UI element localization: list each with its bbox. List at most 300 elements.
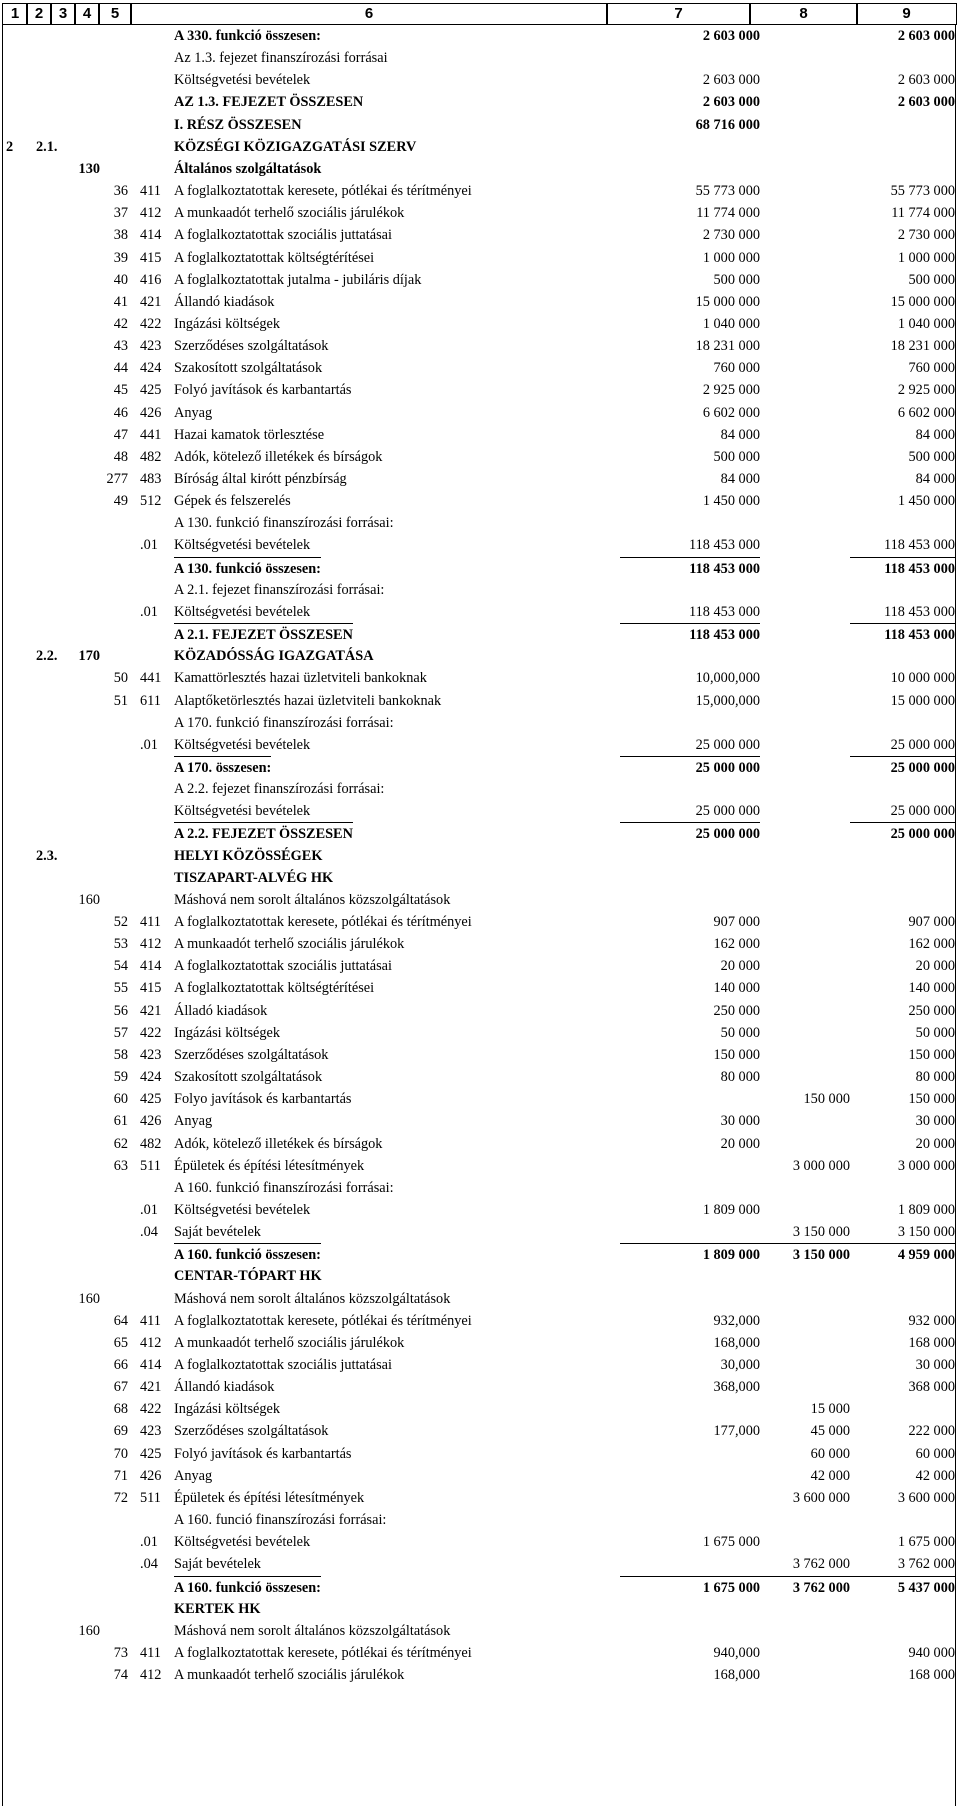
table-row xyxy=(0,47,960,69)
cell-col-9: 2 603 000 xyxy=(897,28,955,44)
cell-col-9: 168 000 xyxy=(908,1667,955,1684)
cell-col-9: 500 000 xyxy=(908,448,955,465)
cell-col-7: 500 000 xyxy=(713,271,760,288)
cell-col-7: 25 000 000 xyxy=(620,822,760,845)
cell-col-3: 130 xyxy=(78,160,100,177)
cell-col-9: 25 000 000 xyxy=(850,756,955,779)
cell-col-6: Anyag xyxy=(174,1113,213,1130)
cell-col-5: 441 xyxy=(140,670,162,687)
cell-col-7: 1 809 000 xyxy=(702,1201,760,1218)
cell-col-4: 68 xyxy=(113,1401,128,1418)
cell-col-7: 118 453 000 xyxy=(689,537,760,554)
table-row xyxy=(0,1664,960,1686)
table-row xyxy=(0,1642,960,1664)
cell-col-6: A 160. funkció összesen: xyxy=(174,1243,321,1266)
cell-col-9: 50 000 xyxy=(915,1024,955,1041)
cell-col-6: Épületek és építési létesítmények xyxy=(174,1157,365,1174)
cell-col-4: 65 xyxy=(113,1334,128,1351)
table-row xyxy=(0,1088,960,1110)
cell-col-6: Szakosított szolgáltatások xyxy=(174,1069,323,1086)
cell-col-9: 2 603 000 xyxy=(897,72,955,89)
cell-col-8: 150 000 xyxy=(803,1091,850,1108)
table-row xyxy=(0,114,960,136)
cell-col-6: A foglalkoztatottak szociális juttatásai xyxy=(174,958,392,975)
cell-col-6: Anyag xyxy=(174,1467,213,1484)
cell-col-7: 84 000 xyxy=(720,426,760,443)
cell-col-7: 84 000 xyxy=(720,471,760,487)
cell-col-5: 483 xyxy=(140,471,162,487)
cell-col-6: A munkaadót terhelő szociális járulékok xyxy=(174,936,405,953)
cell-col-9: 368 000 xyxy=(908,1379,955,1396)
cell-col-7: 1 450 000 xyxy=(702,493,760,510)
table-row xyxy=(0,1465,960,1487)
cell-col-6: Anyag xyxy=(174,404,213,421)
cell-col-6: A 2.2. fejezet finanszírozási forrásai: xyxy=(174,781,385,798)
cell-col-9: 2 925 000 xyxy=(897,382,955,399)
cell-col-9: 25 000 000 xyxy=(890,803,955,820)
header-col-2: 2 xyxy=(26,3,52,25)
table-row xyxy=(0,269,960,291)
cell-col-1: 2 xyxy=(6,138,14,155)
cell-col-9: 118 453 000 xyxy=(850,557,955,580)
table-row xyxy=(0,1576,960,1598)
cell-col-6: Szerződéses szolgáltatások xyxy=(174,338,329,355)
cell-col-4: 46 xyxy=(113,404,128,421)
cell-col-5: 414 xyxy=(140,227,162,244)
cell-col-7: 11 774 000 xyxy=(696,205,760,222)
cell-col-6: Folyo javítások és karbantartás xyxy=(174,1091,352,1108)
cell-col-9: 3 000 000 xyxy=(897,1157,955,1174)
cell-col-9: 25 000 000 xyxy=(890,736,955,753)
cell-col-6: A foglalkoztatottak szociális juttatásai xyxy=(174,227,392,244)
table-row xyxy=(0,911,960,933)
table-row xyxy=(0,822,960,844)
cell-col-6: Költségvetési bevételek xyxy=(174,537,311,554)
cell-col-5: 426 xyxy=(140,404,162,421)
cell-col-6: Állandó kiadások xyxy=(174,293,275,310)
table-row xyxy=(0,136,960,158)
cell-col-7: 10,000,000 xyxy=(695,670,760,687)
cell-col-6: A 170. összesen: xyxy=(174,756,271,779)
cell-col-2: 2.3. xyxy=(36,847,58,864)
cell-col-6: Gépek és felszerelés xyxy=(174,493,291,510)
table-row xyxy=(0,1443,960,1465)
cell-col-4: 38 xyxy=(113,227,128,244)
cell-col-4: 44 xyxy=(113,360,128,377)
cell-col-4: 42 xyxy=(113,315,128,332)
cell-col-7: 118 453 000 xyxy=(620,557,760,580)
cell-col-5: 411 xyxy=(140,183,161,200)
table-row xyxy=(0,1553,960,1575)
cell-col-9: 5 437 000 xyxy=(850,1576,955,1599)
cell-col-5: 424 xyxy=(140,360,162,377)
cell-col-7: 30 000 xyxy=(720,1113,760,1130)
cell-col-5: 482 xyxy=(140,448,162,465)
table-row xyxy=(0,1221,960,1243)
cell-col-4: 56 xyxy=(113,1002,128,1019)
table-row xyxy=(0,468,960,490)
cell-col-5: .01 xyxy=(140,736,158,753)
header-col-4: 4 xyxy=(74,3,100,25)
table-row xyxy=(0,202,960,224)
cell-col-7: 25 000 000 xyxy=(620,756,760,779)
table-row xyxy=(0,645,960,667)
table-row xyxy=(0,845,960,867)
cell-col-6: A foglalkoztatottak keresete, pótlékai és térítményei xyxy=(174,183,472,200)
cell-col-6: A 2.1. fejezet finanszírozási forrásai: xyxy=(174,581,385,598)
cell-col-4: 36 xyxy=(113,183,128,200)
header-col-9: 9 xyxy=(856,3,957,25)
cell-col-5: 425 xyxy=(140,382,162,399)
cell-col-5: .04 xyxy=(140,1224,158,1241)
cell-col-7: 30,000 xyxy=(720,1357,760,1373)
cell-col-4: 51 xyxy=(113,692,128,709)
cell-col-4: 50 xyxy=(113,670,128,687)
cell-col-6: Az 1.3. fejezet finanszírozási forrásai xyxy=(174,50,388,67)
header-col-7: 7 xyxy=(606,3,751,25)
cell-col-7: 6 602 000 xyxy=(702,404,760,421)
cell-col-6: Költségvetési bevételek xyxy=(174,1534,311,1551)
cell-col-7: 500 000 xyxy=(713,448,760,465)
cell-col-4: 57 xyxy=(113,1024,128,1041)
cell-col-7: 1 809 000 xyxy=(620,1243,760,1266)
cell-col-3: 160 xyxy=(78,1622,100,1639)
cell-col-5: 424 xyxy=(140,1069,162,1086)
cell-col-6: Költségvetési bevételek xyxy=(174,736,311,753)
cell-col-9: 3 150 000 xyxy=(897,1224,955,1241)
table-row xyxy=(0,734,960,756)
cell-col-9: 118 453 000 xyxy=(884,603,955,620)
table-row xyxy=(0,512,960,534)
table-row xyxy=(0,933,960,955)
cell-col-8: 3 762 000 xyxy=(792,1556,850,1573)
table-row xyxy=(0,1620,960,1642)
cell-col-5: 411 xyxy=(140,914,161,930)
cell-col-4: 55 xyxy=(113,980,128,997)
cell-col-9: 932 000 xyxy=(908,1312,955,1329)
table-row xyxy=(0,534,960,556)
table-row xyxy=(0,424,960,446)
cell-col-5: 415 xyxy=(140,249,162,266)
table-row xyxy=(0,1332,960,1354)
table-row xyxy=(0,712,960,734)
cell-col-9: 162 000 xyxy=(908,936,955,953)
cell-col-6: A foglalkoztatottak költségtérítései xyxy=(174,980,375,997)
cell-col-4: 54 xyxy=(113,958,128,975)
cell-col-4: 63 xyxy=(113,1157,128,1174)
cell-col-9: 4 959 000 xyxy=(850,1243,955,1266)
cell-col-8: 42 000 xyxy=(810,1467,850,1484)
table-row xyxy=(0,247,960,269)
cell-col-3: 160 xyxy=(78,1290,100,1307)
cell-col-8: 15 000 xyxy=(810,1401,850,1418)
table-row xyxy=(0,1420,960,1442)
cell-col-4: 53 xyxy=(113,936,128,953)
table-row xyxy=(0,1066,960,1088)
table-row xyxy=(0,25,960,47)
cell-col-8: 3 150 000 xyxy=(792,1224,850,1241)
cell-col-6: A 2.2. FEJEZET ÖSSZESEN xyxy=(174,822,353,845)
table-row xyxy=(0,224,960,246)
cell-col-9: 30 000 xyxy=(915,1357,955,1373)
cell-col-6: Ingázási költségek xyxy=(174,1024,280,1041)
cell-col-7: 140 000 xyxy=(713,980,760,997)
cell-col-4: 72 xyxy=(113,1489,128,1506)
cell-col-7: 25 000 000 xyxy=(695,736,760,753)
cell-col-7: 1 040 000 xyxy=(702,315,760,332)
cell-col-4: 58 xyxy=(113,1046,128,1063)
cell-col-5: .04 xyxy=(140,1556,158,1573)
cell-col-9: 2 730 000 xyxy=(897,227,955,244)
cell-col-4: 70 xyxy=(113,1445,128,1462)
cell-col-8: 3 600 000 xyxy=(792,1489,850,1506)
cell-col-5: 423 xyxy=(140,338,162,355)
cell-col-9: 20 000 xyxy=(915,1135,955,1152)
cell-col-7: 2 925 000 xyxy=(702,382,760,399)
table-row xyxy=(0,601,960,623)
cell-col-6: Költségvetési bevételek xyxy=(174,803,311,820)
cell-col-8: 3 150 000 xyxy=(760,1243,850,1266)
cell-col-7: 177,000 xyxy=(713,1423,760,1440)
cell-col-7: 2 603 000 xyxy=(702,72,760,89)
cell-col-4: 74 xyxy=(113,1667,128,1684)
table-row xyxy=(0,91,960,113)
cell-col-7: 168,000 xyxy=(713,1334,760,1351)
cell-col-7: 55 773 000 xyxy=(695,183,760,200)
cell-col-4: 59 xyxy=(113,1069,128,1086)
cell-col-4: 43 xyxy=(113,338,128,355)
cell-col-4: 69 xyxy=(113,1423,128,1440)
table-row xyxy=(0,557,960,579)
cell-col-9: 222 000 xyxy=(908,1423,955,1440)
cell-col-9: 3 762 000 xyxy=(897,1556,955,1573)
cell-col-4: 64 xyxy=(113,1312,128,1329)
header-col-3: 3 xyxy=(50,3,76,25)
table-row xyxy=(0,1288,960,1310)
cell-col-2: 2.1. xyxy=(36,138,58,155)
cell-col-6: Folyó javítások és karbantartás xyxy=(174,382,352,399)
table-row xyxy=(0,1598,960,1620)
cell-col-4: 41 xyxy=(113,293,128,310)
cell-col-6: KÖZADÓSSÁG IGAZGATÁSA xyxy=(174,648,374,665)
table-row xyxy=(0,1044,960,1066)
cell-col-9: 11 774 000 xyxy=(891,205,955,222)
cell-col-6: Hazai kamatok törlesztése xyxy=(174,426,325,443)
cell-col-9: 118 453 000 xyxy=(850,623,955,646)
header-col-6: 6 xyxy=(130,3,608,25)
cell-col-6: AZ 1.3. FEJEZET ÖSSZESEN xyxy=(174,94,364,111)
cell-col-4: 48 xyxy=(113,448,128,465)
cell-col-6: A 130. funkció finanszírozási forrásai: xyxy=(174,515,394,532)
cell-col-4: 39 xyxy=(113,249,128,266)
table-row xyxy=(0,756,960,778)
table-row xyxy=(0,1354,960,1376)
cell-col-5: .01 xyxy=(140,603,158,620)
cell-col-5: 425 xyxy=(140,1091,162,1108)
cell-col-6: Folyó javítások és karbantartás xyxy=(174,1445,352,1462)
table-row xyxy=(0,357,960,379)
cell-col-7: 15 000 000 xyxy=(695,293,760,310)
cell-col-5: 414 xyxy=(140,958,162,975)
table-row xyxy=(0,446,960,468)
cell-col-5: 422 xyxy=(140,1024,162,1041)
table-row xyxy=(0,867,960,889)
cell-col-9: 60 000 xyxy=(915,1445,955,1462)
cell-col-9: 1 450 000 xyxy=(897,493,955,510)
cell-col-6: A 170. funkció finanszírozási forrásai: xyxy=(174,714,394,731)
cell-col-9: 150 000 xyxy=(908,1091,955,1108)
cell-col-5: 512 xyxy=(140,493,162,510)
cell-col-4: 49 xyxy=(113,493,128,510)
cell-col-7: 118 453 000 xyxy=(620,623,760,646)
cell-col-6: Máshová nem sorolt általános közszolgáltatások xyxy=(174,1622,451,1639)
cell-col-6: A foglalkoztatottak keresete, pótlékai és térítményei xyxy=(174,914,472,930)
cell-col-6: A foglalkoztatottak keresete, pótlékai és térítményei xyxy=(174,1312,472,1329)
table-row xyxy=(0,1155,960,1177)
cell-col-7: 25 000 000 xyxy=(695,803,760,820)
cell-col-6: A munkaadót terhelő szociális járulékok xyxy=(174,1334,405,1351)
table-row xyxy=(0,623,960,645)
cell-col-5: 412 xyxy=(140,1334,162,1351)
cell-col-7: 50 000 xyxy=(720,1024,760,1041)
cell-col-9: 140 000 xyxy=(908,980,955,997)
cell-col-4: 37 xyxy=(113,205,128,222)
cell-col-8: 3 762 000 xyxy=(760,1576,850,1599)
cell-col-5: 426 xyxy=(140,1113,162,1130)
table-row xyxy=(0,955,960,977)
table-row xyxy=(0,1000,960,1022)
cell-col-5: 511 xyxy=(140,1157,161,1174)
cell-col-7: 1 675 000 xyxy=(702,1534,760,1551)
cell-col-6: KERTEK HK xyxy=(174,1600,261,1617)
cell-col-9: 84 000 xyxy=(915,426,955,443)
cell-col-5: 422 xyxy=(140,315,162,332)
cell-col-9: 2 603 000 xyxy=(897,94,955,111)
cell-col-6: A 160. funkció összesen: xyxy=(174,1576,321,1599)
cell-col-9: 1 809 000 xyxy=(897,1201,955,1218)
table-row xyxy=(0,1110,960,1132)
cell-col-9: 25 000 000 xyxy=(850,822,955,845)
cell-col-4: 61 xyxy=(113,1113,128,1130)
table-row xyxy=(0,1177,960,1199)
cell-col-7: 80 000 xyxy=(720,1069,760,1086)
cell-col-9: 55 773 000 xyxy=(890,183,955,200)
cell-col-7: 368,000 xyxy=(713,1379,760,1396)
cell-col-7: 15,000,000 xyxy=(695,692,760,709)
table-row xyxy=(0,158,960,180)
header-col-1: 1 xyxy=(2,3,28,25)
cell-col-6: Költségvetési bevételek xyxy=(174,1201,311,1218)
cell-col-9: 84 000 xyxy=(915,471,955,487)
cell-col-4: 47 xyxy=(113,426,128,443)
cell-col-3: 170 xyxy=(78,648,100,665)
table-row xyxy=(0,291,960,313)
cell-col-4: 52 xyxy=(113,914,128,930)
cell-col-6: Állandó kiadások xyxy=(174,1379,275,1396)
table-row xyxy=(0,1531,960,1553)
cell-col-5: 412 xyxy=(140,1667,162,1684)
cell-col-9: 15 000 000 xyxy=(890,293,955,310)
table-row xyxy=(0,313,960,335)
header-col-8: 8 xyxy=(749,3,858,25)
table-row xyxy=(0,889,960,911)
cell-col-4: 45 xyxy=(113,382,128,399)
cell-col-4: 73 xyxy=(113,1644,128,1661)
cell-col-5: 412 xyxy=(140,936,162,953)
cell-col-9: 1 040 000 xyxy=(897,315,955,332)
cell-col-6: A 160. funkció finanszírozási forrásai: xyxy=(174,1179,394,1196)
cell-col-5: 414 xyxy=(140,1357,162,1373)
table-row xyxy=(0,180,960,202)
cell-col-6: A foglalkoztatottak keresete, pótlékai és térítményei xyxy=(174,1644,472,1661)
cell-col-6: TISZAPART-ALVÉG HK xyxy=(174,869,334,886)
cell-col-5: 416 xyxy=(140,271,162,288)
cell-col-9: 760 000 xyxy=(908,360,955,377)
cell-col-5: 411 xyxy=(140,1644,161,1661)
cell-col-6: I. RÉSZ ÖSSZESEN xyxy=(174,116,302,133)
cell-col-6: A munkaadót terhelő szociális járulékok xyxy=(174,1667,405,1684)
table-row xyxy=(0,1487,960,1509)
cell-col-6: KÖZSÉGI KÖZIGAZGATÁSI SZERV xyxy=(174,138,417,155)
table-row xyxy=(0,335,960,357)
cell-col-9: 1 000 000 xyxy=(897,249,955,266)
cell-col-9: 150 000 xyxy=(908,1046,955,1063)
cell-col-7: 150 000 xyxy=(713,1046,760,1063)
table-row xyxy=(0,1310,960,1332)
cell-col-6: Álladó kiadások xyxy=(174,1002,268,1019)
cell-col-9: 80 000 xyxy=(915,1069,955,1086)
cell-col-5: 423 xyxy=(140,1423,162,1440)
cell-col-4: 277 xyxy=(106,471,128,487)
cell-col-6: A foglalkoztatottak jutalma - jubiláris díjak xyxy=(174,271,422,288)
cell-col-6: Saját bevételek xyxy=(174,1224,261,1241)
table-row xyxy=(0,800,960,822)
cell-col-9: 118 453 000 xyxy=(884,537,955,554)
cell-col-5: 411 xyxy=(140,1312,161,1329)
cell-col-5: 412 xyxy=(140,205,162,222)
cell-col-6: Máshová nem sorolt általános közszolgáltatások xyxy=(174,1290,451,1307)
cell-col-6: Kamattörlesztés hazai üzletviteli bankoknak xyxy=(174,670,427,687)
cell-col-6: HELYI KÖZÖSSÉGEK xyxy=(174,847,323,864)
cell-col-5: .01 xyxy=(140,537,158,554)
cell-col-9: 500 000 xyxy=(908,271,955,288)
cell-col-6: A foglalkoztatottak szociális juttatásai xyxy=(174,1357,392,1373)
cell-col-6: Adók, kötelező illetékek és bírságok xyxy=(174,1135,383,1152)
cell-col-5: 482 xyxy=(140,1135,162,1152)
cell-col-6: Költségvetési bevételek xyxy=(174,72,311,89)
table-row xyxy=(0,778,960,800)
cell-col-7: 20 000 xyxy=(720,1135,760,1152)
table-row xyxy=(0,1398,960,1420)
header-col-5: 5 xyxy=(98,3,132,25)
cell-col-6: Általános szolgáltatások xyxy=(174,160,322,177)
cell-col-5: 421 xyxy=(140,1002,162,1019)
cell-col-5: 425 xyxy=(140,1445,162,1462)
cell-col-5: 441 xyxy=(140,426,162,443)
cell-col-6: Szerződéses szolgáltatások xyxy=(174,1423,329,1440)
cell-col-6: A munkaadót terhelő szociális járulékok xyxy=(174,205,405,222)
cell-col-8: 3 000 000 xyxy=(792,1157,850,1174)
cell-col-6: A 160. funció finanszírozási forrásai: xyxy=(174,1512,387,1529)
cell-col-6: Ingázási költségek xyxy=(174,1401,280,1418)
cell-col-6: Bíróság által kirótt pénzbírság xyxy=(174,471,347,487)
cell-col-6: Máshová nem sorolt általános közszolgáltatások xyxy=(174,891,451,908)
cell-col-9: 907 000 xyxy=(908,914,955,930)
table-row xyxy=(0,1376,960,1398)
cell-col-7: 250 000 xyxy=(713,1002,760,1019)
cell-col-6: Szakosított szolgáltatások xyxy=(174,360,323,377)
cell-col-7: 18 231 000 xyxy=(695,338,760,355)
